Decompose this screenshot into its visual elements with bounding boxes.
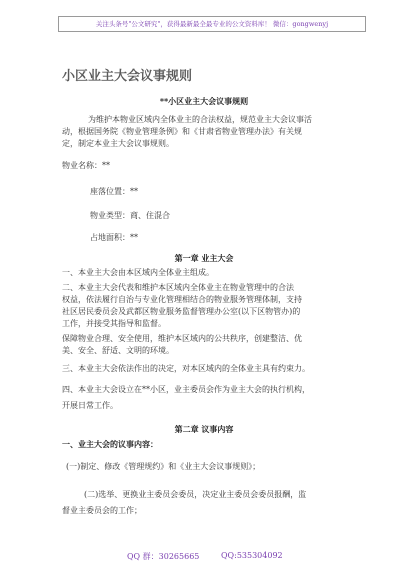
clause-line: 权益，依法履行自治与专业化管理相结合的物业服务管理体制，支持 [62, 295, 302, 304]
property-area: 占地面积：** [90, 233, 138, 242]
clause-line: 美、安全、舒适、文明的环境。 [62, 346, 174, 355]
document-title: 小区业主大会议事规则 [62, 69, 193, 84]
clause-line: 开展日常工作。 [62, 401, 118, 410]
clause-line: 四、本业主大会设立在**小区，业主委员会作为业主大会的执行机构， [62, 385, 310, 394]
clause-line: 工作，并接受其指导和监督。 [62, 319, 166, 328]
footer-qq-group: QQ 群：30265665 [127, 552, 200, 561]
intro-line: 动，根据国务院《物业管理条例》和《甘肃省物业管理办法》有关规 [62, 127, 302, 136]
intro-line: 为维护本物业区域内全体业主的合法权益，规范业主大会议事活 [88, 115, 312, 124]
property-location: 座落位置：** [90, 187, 138, 196]
property-type: 物业类型：商、住混合 [90, 211, 170, 220]
clause-line: 社区居民委员会及武都区物业服务监督管理办公室(以下区物管办)的 [62, 307, 301, 316]
intro-line: 定，制定本业主大会议事规则。 [62, 139, 174, 148]
chapter2-item-1: (一)制定、修改《管理规约》和《业主大会议事规则》； [66, 462, 261, 471]
chapter2-section-heading: 一、业主大会的议事内容： [62, 439, 158, 449]
clause-line: 二、本业主大会代表和维护本区域内全体业主在物业管理中的合法 [62, 283, 294, 292]
property-name: 物业名称：** [62, 161, 110, 170]
header-banner: 关注头条号"公文研究"，获得最新最全最专业的公文资料库！ 微信：gongwenyj [58, 16, 366, 32]
chapter-1-heading: 第一章 业主大会 [174, 253, 234, 263]
chapter1-clause-4 [62, 384, 362, 412]
intro-paragraph [62, 114, 362, 150]
chapter1-clause-2 [62, 282, 362, 330]
footer-qq: QQ:535304092 [221, 551, 283, 560]
chapter-2-heading: 第二章 议事内容 [174, 424, 234, 434]
item-line: (二)选举、更换业主委员会委员，决定业主委员会委员报酬，监 [84, 490, 307, 499]
chapter1-clause-2b [62, 333, 362, 357]
chapter1-clause-3: 三、本业主大会依法作出的决定，对本区域内的全体业主具有约束力。 [62, 364, 310, 373]
chapter1-clause-1: 一、本业主大会由本区域内全体业主组成。 [62, 268, 214, 277]
chapter2-item-2 [62, 489, 362, 517]
document-subtitle: **小区业主大会议事规则 [159, 96, 249, 106]
clause-line: 保障物业合理、安全使用，维护本区域内的公共秩序，创建整洁、优 [62, 334, 302, 343]
item-line: 督业主委员会的工作； [62, 506, 142, 515]
